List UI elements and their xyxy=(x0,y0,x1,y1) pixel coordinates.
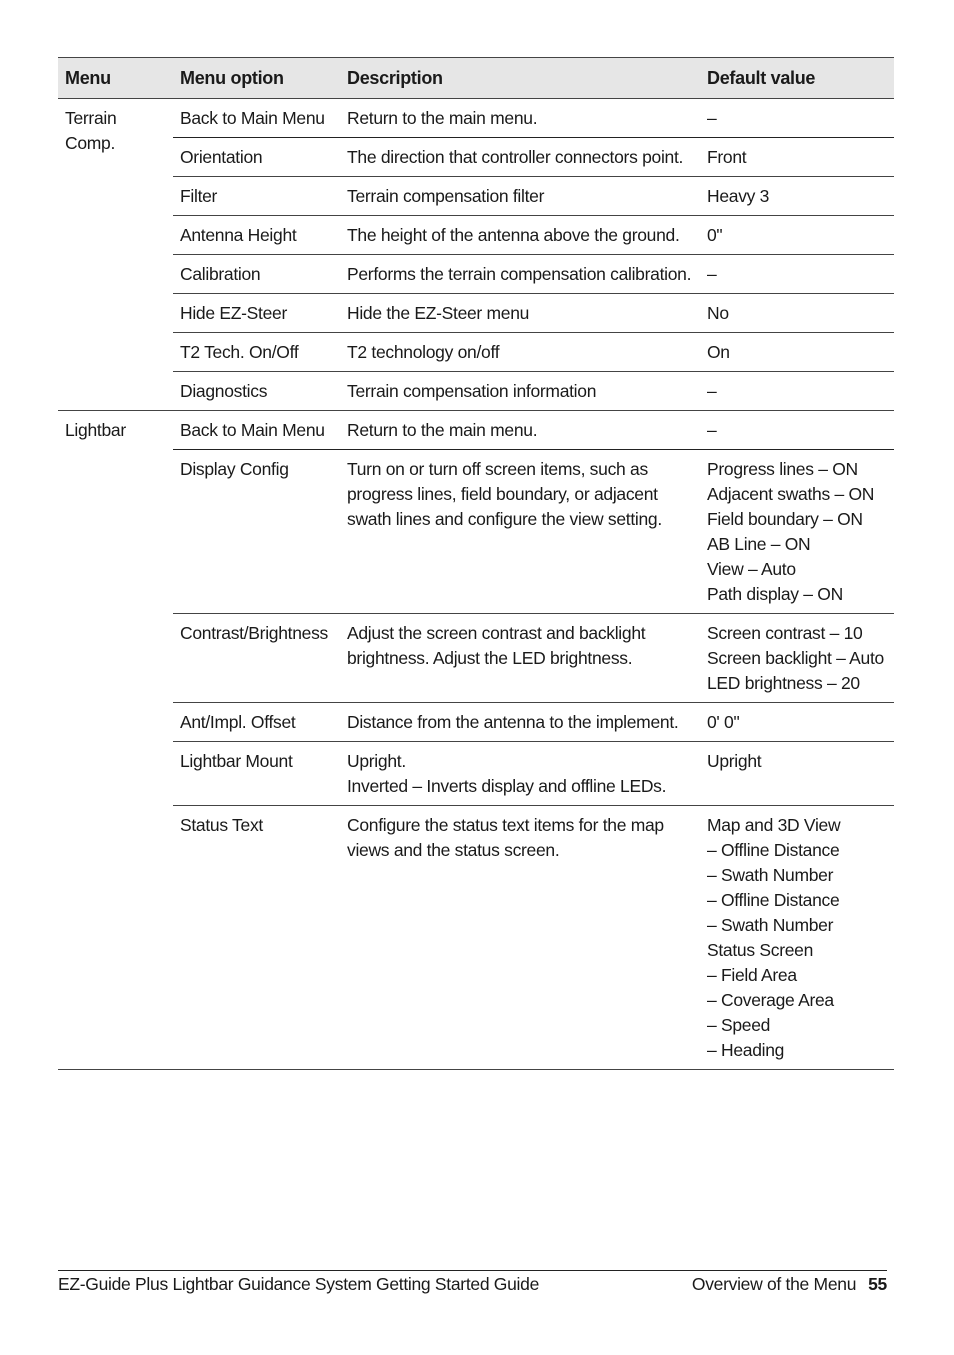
menu-option-cell: Status Text xyxy=(173,806,340,1070)
table-row xyxy=(58,294,894,333)
table-row xyxy=(58,177,894,216)
menu-option-cell: Ant/Impl. Offset xyxy=(173,703,340,742)
footer-section-name: Overview of the Menu xyxy=(691,1274,857,1294)
description-cell: The direction that controller connectors point. xyxy=(340,138,700,177)
description-cell: Configure the status text items for the map views and the status screen. xyxy=(340,806,700,1070)
description-cell: Terrain compensation filter xyxy=(340,177,700,216)
table-row xyxy=(58,255,894,294)
table-row xyxy=(58,138,894,177)
menu-option-cell: Antenna Height xyxy=(173,216,340,255)
description-cell: Return to the main menu. xyxy=(340,411,700,450)
footer-document-title: EZ-Guide Plus Lightbar Guidance System Getting Started Guide xyxy=(58,1274,540,1294)
default-value-cell: Front xyxy=(700,138,894,177)
default-value-cell: No xyxy=(700,294,894,333)
default-value-cell: Progress lines – ON Adjacent swaths – ON Field boundary – ON AB Line – ON View – Auto Path display – ON xyxy=(700,450,894,614)
menu-option-cell: T2 Tech. On/Off xyxy=(173,333,340,372)
description-cell: The height of the antenna above the ground. xyxy=(340,216,700,255)
default-value-cell: Upright xyxy=(700,742,894,806)
table-row xyxy=(58,806,894,1070)
description-cell: Return to the main menu. xyxy=(340,99,700,138)
table-row xyxy=(58,703,894,742)
default-value-cell: Screen contrast – 10 Screen backlight – Auto LED brightness – 20 xyxy=(700,614,894,703)
footer-section xyxy=(692,1272,887,1296)
description-cell: T2 technology on/off xyxy=(340,333,700,372)
header-menu: Menu xyxy=(58,58,173,99)
default-value-cell: On xyxy=(700,333,894,372)
description-cell: Terrain compensation information xyxy=(340,372,700,411)
description-cell: Turn on or turn off screen items, such as progress lines, field boundary, or adjacent swath lines and configure the view setting. xyxy=(340,450,700,614)
table-row xyxy=(58,333,894,372)
table-row xyxy=(58,450,894,614)
table-row xyxy=(58,372,894,411)
header-description: Description xyxy=(340,58,700,99)
default-value-cell: Map and 3D View – Offline Distance – Swath Number – Offline Distance – Swath Number Status Screen – Field Area – Coverage Area – Speed – Heading xyxy=(700,806,894,1070)
footer-rule xyxy=(58,1270,887,1271)
default-value-cell: – xyxy=(700,255,894,294)
table-row xyxy=(58,614,894,703)
description-cell: Adjust the screen contrast and backlight brightness. Adjust the LED brightness. xyxy=(340,614,700,703)
page-number: 55 xyxy=(868,1274,887,1294)
default-value-cell: – xyxy=(700,411,894,450)
description-cell: Performs the terrain compensation calibration. xyxy=(340,255,700,294)
menu-option-cell: Diagnostics xyxy=(173,372,340,411)
menu-option-cell: Hide EZ-Steer xyxy=(173,294,340,333)
menu-reference-table xyxy=(58,57,894,1070)
table-row xyxy=(58,99,894,138)
default-value-cell: – xyxy=(700,99,894,138)
menu-option-cell: Contrast/Brightness xyxy=(173,614,340,703)
table-body xyxy=(58,99,894,1070)
menu-option-cell: Filter xyxy=(173,177,340,216)
menu-option-cell: Orientation xyxy=(173,138,340,177)
table-row xyxy=(58,216,894,255)
header-menu-option: Menu option xyxy=(173,58,340,99)
default-value-cell: 0' 0" xyxy=(700,703,894,742)
menu-option-cell: Calibration xyxy=(173,255,340,294)
header-default-value: Default value xyxy=(700,58,894,99)
menu-option-cell: Display Config xyxy=(173,450,340,614)
default-value-cell: 0" xyxy=(700,216,894,255)
menu-option-cell: Back to Main Menu xyxy=(173,411,340,450)
default-value-cell: Heavy 3 xyxy=(700,177,894,216)
table-row xyxy=(58,742,894,806)
table-row xyxy=(58,411,894,450)
default-value-cell: – xyxy=(700,372,894,411)
description-cell: Distance from the antenna to the implement. xyxy=(340,703,700,742)
menu-name-cell: Terrain Comp. xyxy=(58,99,173,411)
menu-name-cell: Lightbar xyxy=(58,411,173,1070)
description-cell: Hide the EZ-Steer menu xyxy=(340,294,700,333)
menu-option-cell: Back to Main Menu xyxy=(173,99,340,138)
menu-option-cell: Lightbar Mount xyxy=(173,742,340,806)
table-header-row xyxy=(58,58,894,99)
description-cell: Upright. Inverted – Inverts display and offline LEDs. xyxy=(340,742,700,806)
